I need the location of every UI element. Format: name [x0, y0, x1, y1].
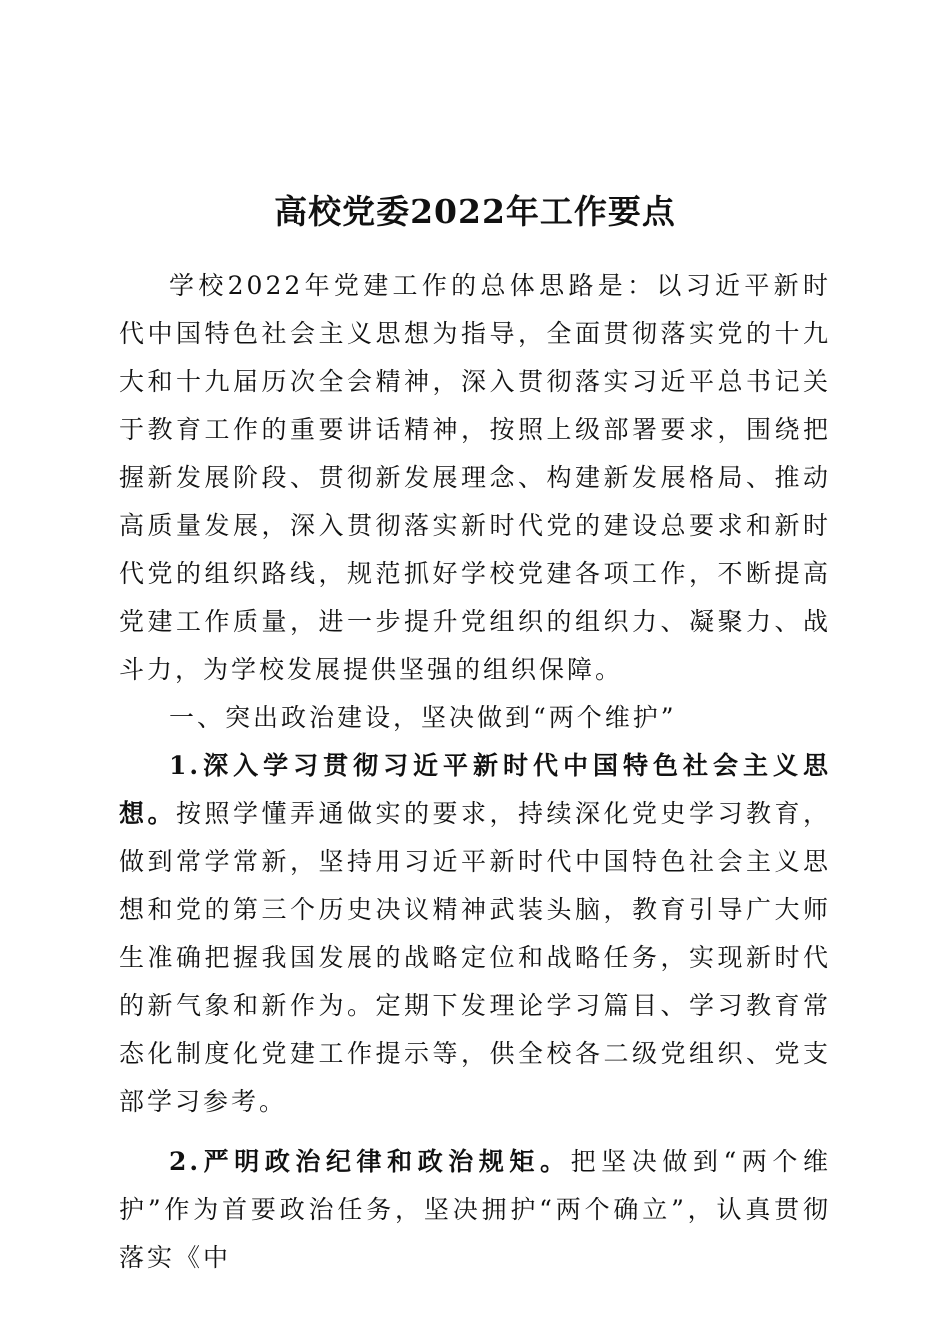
- item-lead-2: 2.严明政治纪律和政治规矩。: [169, 1147, 571, 1176]
- item-paragraph-1: [119, 742, 831, 1126]
- item-text-1: 按照学懂弄通做实的要求，持续深化党史学习教育，做到常学常新，坚持用习近平新时代中国特色社会主义思想和党的第三个历史决议精神武装头脑，教育引导广大师生准确把握我国发展的战略定位和战略任务，实现新时代的新气象和新作为。定期下发理论学习篇目、学习教育常态化制度化党建工作提示等，供全校各二级党组织、党支部学习参考。: [119, 799, 831, 1116]
- item-paragraph-2: [119, 1138, 831, 1282]
- item-lead-1: 1.深入学习贯彻习近平新时代中国特色社会主义思想。: [119, 751, 831, 828]
- document-body: [119, 262, 831, 1282]
- section-heading: 一、突出政治建设，坚决做到“两个维护”: [169, 703, 677, 732]
- item-text-2: 把坚决做到“两个维护”作为首要政治任务，坚决拥护“两个确立”，认真贯彻落实《中: [119, 1147, 831, 1272]
- intro-paragraph: 学校2022年党建工作的总体思路是：以习近平新时代中国特色社会主义思想为指导，全面贯彻落实党的十九大和十九届历次全会精神，深入贯彻落实习近平总书记关于教育工作的重要讲话精神，按照上级部署要求，围绕把握新发展阶段、贯彻新发展理念、构建新发展格局、推动高质量发展，深入贯彻落实新时代党的建设总要求和新时代党的组织路线，规范抓好学校党建各项工作，不断提高党建工作质量，进一步提升党组织的组织力、凝聚力、战斗力，为学校发展提供坚强的组织保障。: [119, 271, 831, 684]
- document-title: 高校党委2022年工作要点: [274, 192, 676, 231]
